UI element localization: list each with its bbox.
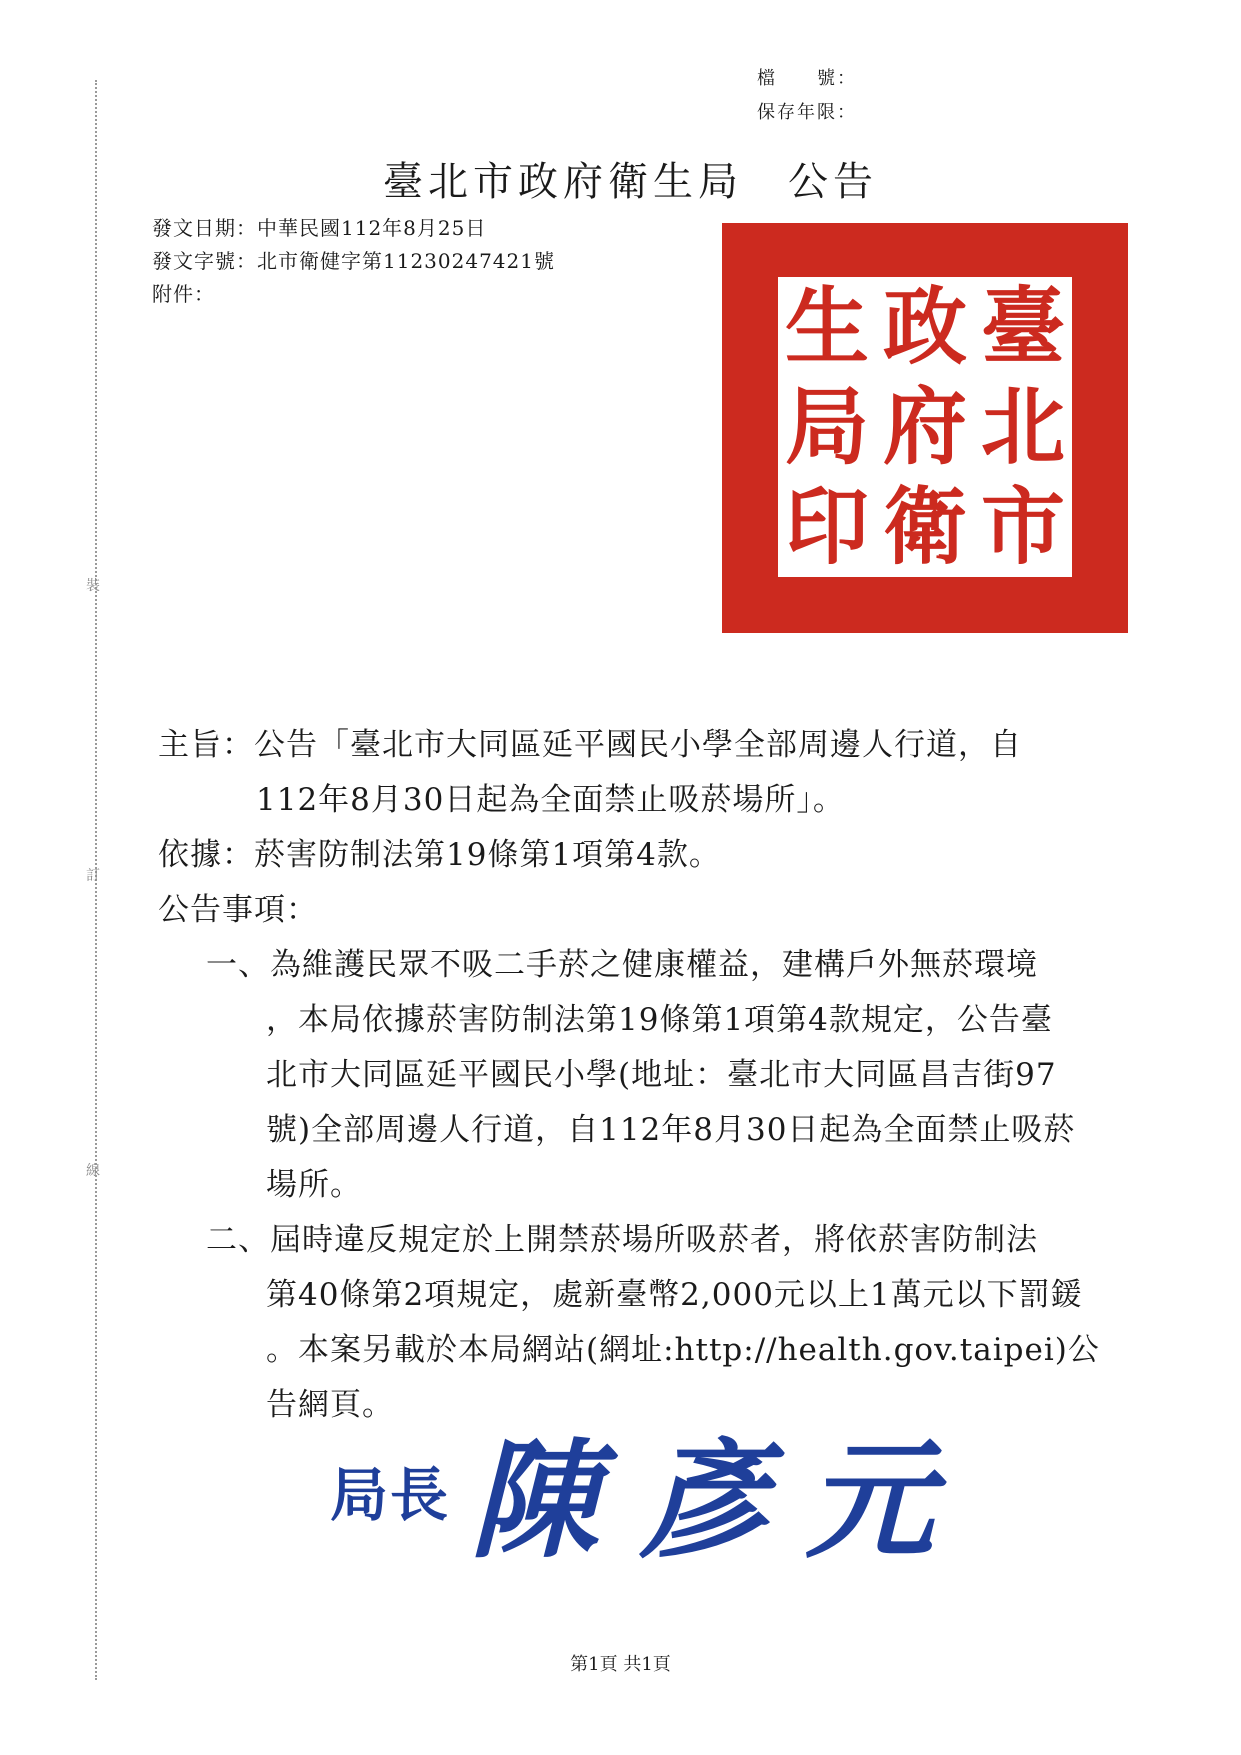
attachment-label: 附件： [152, 282, 215, 306]
subject-line-2: 112年8月30日起為全面禁止吸菸場所」。 [256, 782, 845, 818]
seal-glyph: 生 [784, 277, 869, 376]
seal-glyph: 政 [882, 277, 967, 376]
retention-label: 保存年限： [757, 102, 857, 123]
announcement-body [158, 718, 1118, 1433]
item-1-line-1: 一、為維護民眾不吸二手菸之健康權益，建構戶外無菸環境 [206, 947, 1038, 983]
subject-line-1: 主旨：公告「臺北市大同區延平國民小學全部周邊人行道，自 [158, 727, 1022, 763]
seal-column [785, 277, 869, 577]
director-signature [330, 1415, 975, 1576]
seal-glyph: 市 [980, 477, 1065, 576]
seal-glyph: 府 [882, 377, 967, 476]
seal-glyph: 局 [784, 377, 869, 476]
file-number-label: 檔 號： [757, 68, 857, 89]
signature-name: 陳彥元 [470, 1427, 975, 1576]
file-info [757, 62, 857, 130]
seal-inner [778, 277, 1072, 577]
issue-date: 發文日期：中華民國112年8月25日 [152, 216, 487, 240]
official-seal [722, 223, 1128, 633]
issue-number: 發文字號：北市衛健字第11230247421號 [152, 249, 555, 273]
item-2-line-3: 。本案另載於本局網站(網址:http://health.gov.taipei)公 [266, 1332, 1100, 1368]
seal-glyph: 臺 [980, 277, 1065, 376]
margin-mark-bind: 裝 [86, 578, 100, 594]
basis-line: 依據：菸害防制法第19條第1項第4款。 [158, 837, 721, 873]
item-2-line-2: 第40條第2項規定，處新臺幣2,000元以上1萬元以下罰鍰 [266, 1277, 1083, 1313]
signature-title: 局長 [330, 1461, 451, 1529]
item-1-line-3: 北市大同區延平國民小學(地址：臺北市大同區昌吉街97 [266, 1057, 1057, 1093]
page-number: 第1頁 共1頁 [570, 1654, 671, 1675]
issue-meta [152, 212, 555, 311]
notice-heading: 公告事項： [158, 892, 318, 928]
seal-column [981, 277, 1065, 577]
seal-glyph: 印 [784, 477, 869, 576]
seal-glyph: 北 [980, 377, 1065, 476]
item-1-line-4: 號)全部周邊人行道，自112年8月30日起為全面禁止吸菸 [266, 1112, 1076, 1148]
item-2-line-1: 二、屆時違反規定於上開禁菸場所吸菸者，將依菸害防制法 [206, 1222, 1038, 1258]
item-2-line-4: 告網頁。 [266, 1387, 394, 1423]
item-1-line-5: 場所。 [266, 1167, 362, 1203]
seal-column [883, 277, 967, 577]
margin-mark-line: 線 [86, 1163, 100, 1179]
item-1-line-2: ，本局依據菸害防制法第19條第1項第4款規定，公告臺 [266, 1002, 1053, 1038]
seal-glyph: 衛 [882, 477, 967, 576]
margin-mark-staple: 訂 [86, 868, 100, 884]
document-title: 臺北市政府衛生局 公告 [383, 159, 878, 205]
